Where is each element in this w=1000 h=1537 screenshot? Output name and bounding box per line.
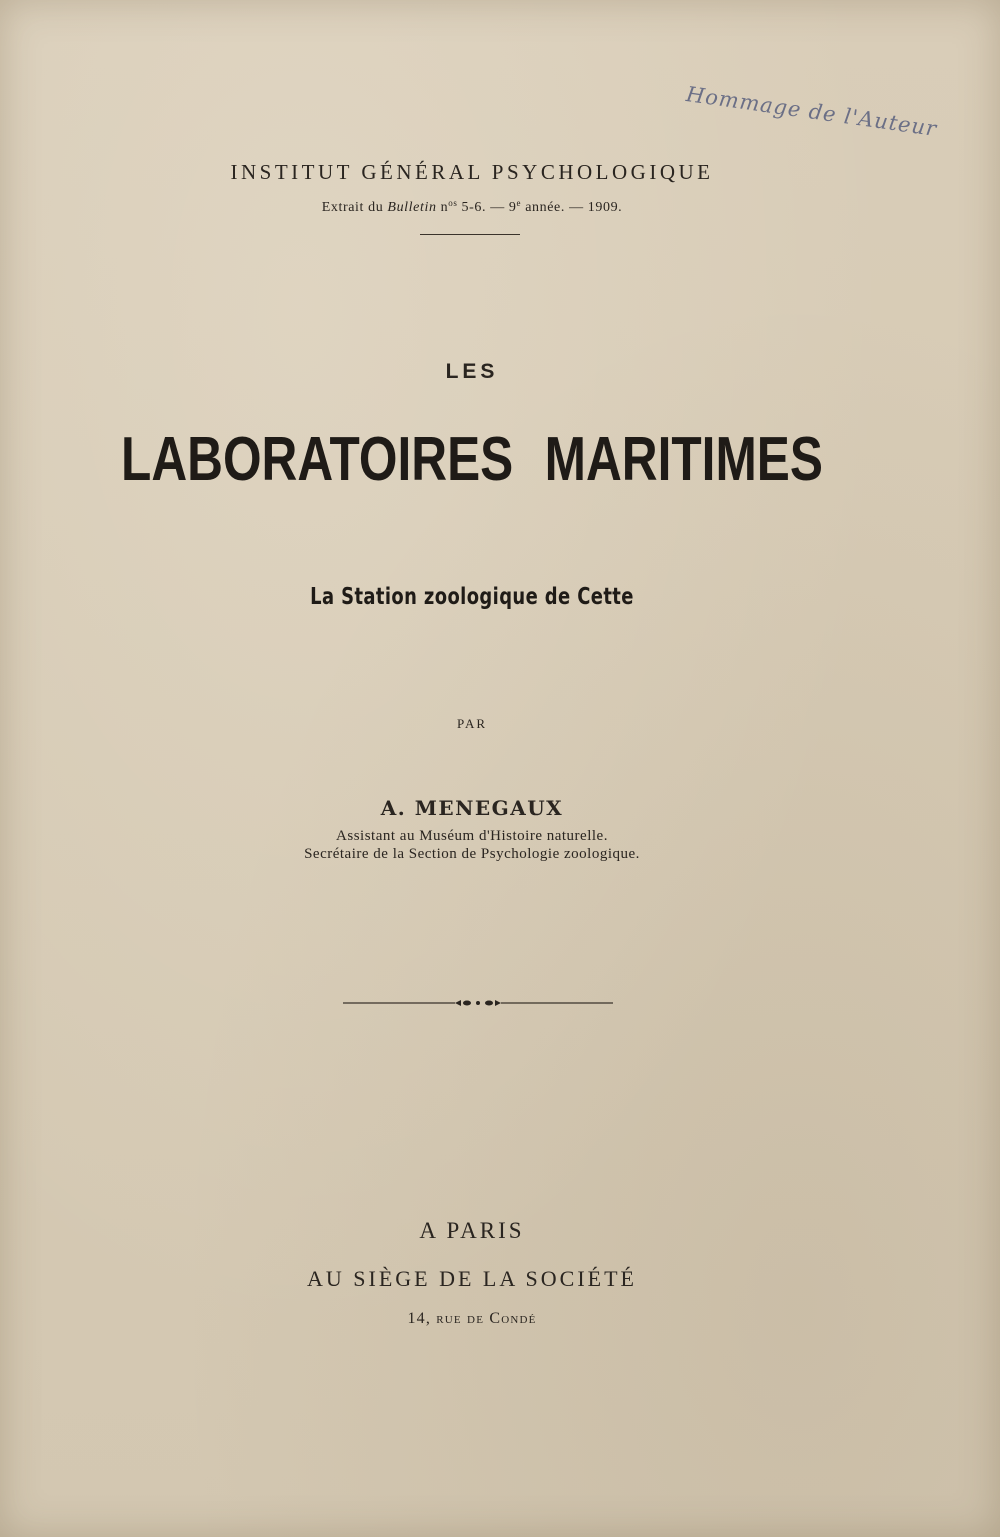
institute-name: INSTITUT GÉNÉRAL PSYCHOLOGIQUE (230, 160, 714, 184)
subtitle: La Station zoologique de Cette (310, 584, 634, 610)
extract-numbers-label: n (436, 200, 449, 215)
extract-suffix: 5-6. — 9 (457, 200, 517, 215)
handwritten-inscription: Hommage de l'Auteur (684, 82, 939, 141)
extract-bulletin: Bulletin (387, 200, 437, 215)
extract-numbers-sup: os (448, 198, 458, 208)
header-divider (420, 234, 520, 235)
par-label: PAR (456, 716, 488, 731)
publication-place: A PARIS (419, 1218, 525, 1243)
author-name: A. MENEGAUX (380, 796, 564, 820)
extract-line (0, 198, 944, 216)
main-title: LABORATOIRES MARITIMES (121, 425, 823, 494)
extract-year-sup: e (516, 198, 522, 208)
ornament-divider (343, 996, 613, 1010)
publisher-address: 14, rue de Condé (407, 1310, 537, 1327)
author-affiliation-1: Assistant au Muséum d'Histoire naturelle. (336, 828, 608, 844)
extract-prefix: Extrait du (321, 200, 388, 215)
extract-end: année. — 1909. (521, 200, 623, 215)
author-affiliation-2: Secrétaire de la Section de Psychologie zoologique. (304, 846, 640, 862)
publisher: AU SIÈGE DE LA SOCIÉTÉ (307, 1266, 637, 1291)
pretitle: LES (445, 360, 499, 383)
